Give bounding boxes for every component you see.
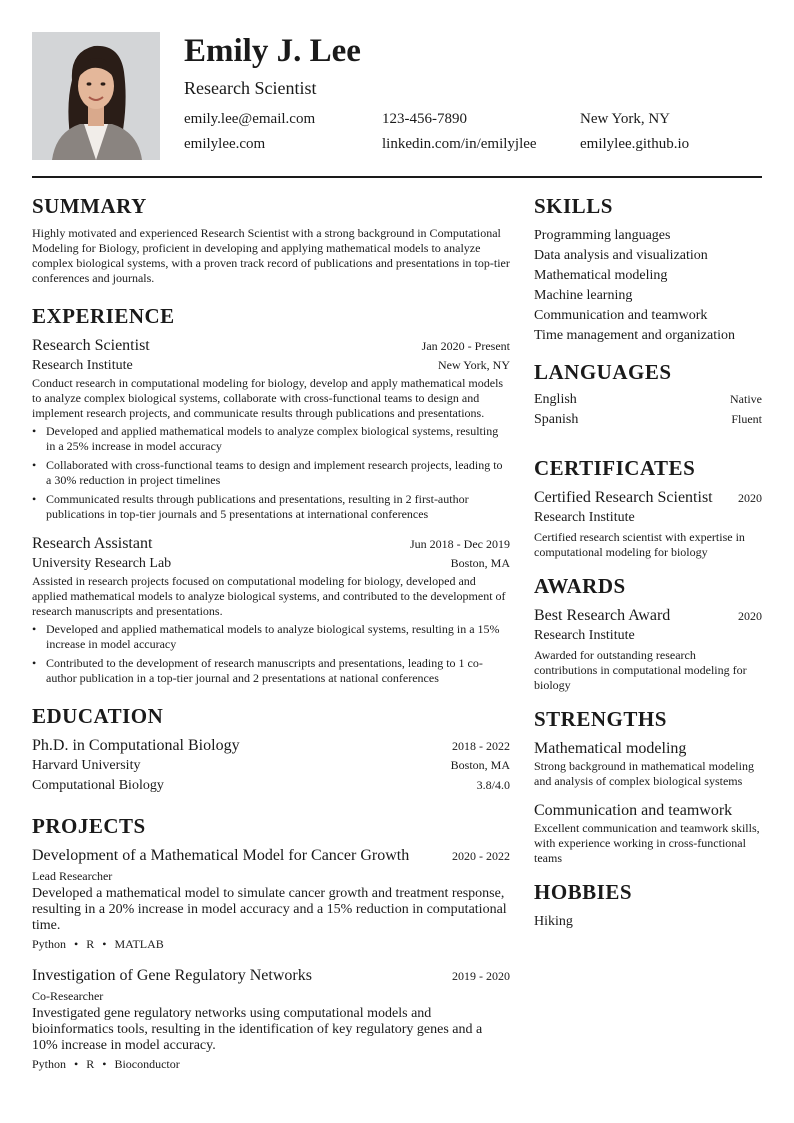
list-item (32, 458, 510, 488)
job-description: Assisted in research projects focused on computational modeling for biology, developed and applied mathematical models to analyze biological systems, and contributed to the development of research manuscripts and presentations. (32, 574, 506, 618)
job-dates: Jan 2020 - Present (421, 339, 510, 353)
experience-entry (32, 534, 510, 686)
language-name: English (534, 392, 577, 407)
project-description: Investigated gene regulatory networks using computational models and bioinformatics tools, resulting in the identification of key regulatory genes and a 10% increase in model accuracy. (32, 1006, 483, 1053)
strengths-section (534, 707, 762, 866)
job-location: New York, NY (437, 358, 510, 372)
awards-section (534, 574, 762, 693)
project-role: Lead Researcher (32, 869, 113, 883)
job-organization: Research Institute (32, 358, 133, 373)
project-role: Co-Researcher (32, 989, 104, 1003)
resume-header (32, 32, 762, 160)
awards-heading: AWARDS (534, 574, 626, 598)
certificate-description: Certified research scientist with expertise in computational modeling for biology (534, 530, 745, 559)
projects-heading: PROJECTS (32, 814, 146, 838)
skill-item: Machine learning (534, 288, 633, 303)
profile-photo (32, 32, 160, 160)
school-name: Harvard University (32, 758, 141, 773)
education-dates: 2018 - 2022 (452, 739, 510, 753)
education-section (32, 704, 510, 796)
list-item (32, 656, 510, 686)
skills-section (534, 194, 762, 346)
skills-heading: SKILLS (534, 194, 613, 218)
bullet-icon: • (32, 622, 37, 636)
project-dates: 2019 - 2020 (452, 969, 510, 983)
strength-description: Strong background in mathematical modeling and analysis of complex biological systems (534, 759, 754, 788)
job-role: Research Assistant (32, 535, 153, 552)
resume-page (32, 32, 762, 160)
hobby-item: Hiking (534, 914, 573, 929)
contact-linkedin[interactable]: linkedin.com/in/emilyjlee (382, 136, 537, 152)
award-year: 2020 (738, 609, 762, 623)
tech-tag: R (86, 1057, 95, 1071)
strength-name: Mathematical modeling (534, 740, 687, 757)
achievement-text: Communicated results through publications and presentations, resulting in 2 first-author publications in top-tier journals and 5 presentations at international conferences (46, 492, 469, 521)
achievement-text: Developed and applied mathematical models to analyze biological systems, resulting in a 15% increase in model accuracy (46, 622, 500, 651)
language-level: Fluent (731, 412, 762, 426)
achievement-text: Contributed to the development of research manuscripts and presentations, leading to 1 co-author publication in a top-tier journal and 2 presentations at national conferences (46, 656, 483, 685)
separator-dot: • (74, 937, 79, 951)
skill-item: Communication and teamwork (534, 308, 708, 323)
portrait-illustration (32, 32, 160, 160)
certificates-heading: CERTIFICATES (534, 456, 696, 480)
award-description: Awarded for outstanding research contributions in computational modeling for biology (534, 648, 747, 692)
separator-dot: • (74, 1057, 79, 1071)
summary-heading: SUMMARY (32, 194, 147, 218)
project-title: Investigation of Gene Regulatory Networks (32, 967, 312, 984)
project-dates: 2020 - 2022 (452, 849, 510, 863)
contact-location: New York, NY (580, 111, 671, 127)
experience-heading: EXPERIENCE (32, 304, 175, 328)
job-role: Research Scientist (32, 337, 150, 354)
summary-section (32, 194, 510, 286)
hobbies-heading: HOBBIES (534, 880, 633, 904)
award-issuer: Research Institute (534, 628, 635, 643)
candidate-name: Emily J. Lee (184, 33, 361, 69)
project-description: Developed a mathematical model to simulate cancer growth and treatment response, resulting in a 20% increase in model accuracy and a 15% reduction in computational time. (32, 886, 507, 933)
summary-text: Highly motivated and experienced Research Scientist with a strong background in Computational Modeling for Biology, proficient in developing and applying mathematical models to analyze complex biological systems, with a proven track record of publications and presentations in top-tier conferences and journals. (32, 226, 510, 285)
bullet-icon: • (32, 424, 37, 438)
skill-item: Mathematical modeling (534, 268, 668, 283)
achievement-text: Collaborated with cross-functional teams to design and implement research projects, leading to a 30% reduction in project timelines (46, 458, 503, 487)
job-description: Conduct research in computational modeling for biology, develop and apply mathematical models to analyze complex biological systems, collaborate with cross-functional teams to design and implement research projects, and communicate results through publications and presentations. (32, 376, 504, 420)
bullet-icon: • (32, 458, 37, 472)
contact-phone[interactable]: 123-456-7890 (382, 111, 467, 127)
right-column (534, 194, 762, 932)
list-item (32, 424, 510, 454)
language-row (534, 392, 762, 412)
job-location: Boston, MA (450, 556, 510, 570)
experience-section (32, 304, 510, 686)
job-dates: Jun 2018 - Dec 2019 (410, 537, 510, 551)
certificate-issuer: Research Institute (534, 510, 635, 525)
degree-name: Ph.D. in Computational Biology (32, 737, 240, 754)
education-heading: EDUCATION (32, 704, 164, 728)
project-title: Development of a Mathematical Model for Cancer Growth (32, 847, 410, 864)
skill-item: Data analysis and visualization (534, 248, 708, 263)
list-item (32, 492, 510, 522)
job-organization: University Research Lab (32, 556, 172, 571)
certificate-year: 2020 (738, 491, 762, 505)
achievement-text: Developed and applied mathematical models to analyze complex biological systems, resulting in a 25% increase in model accuracy (46, 424, 499, 453)
left-column (32, 194, 510, 1072)
gpa: 3.8/4.0 (476, 778, 510, 792)
experience-entry (32, 336, 510, 522)
contact-github[interactable]: emilylee.github.io (580, 136, 690, 152)
strength-description: Excellent communication and teamwork skills, with experience working in cross-functional teams (534, 821, 760, 865)
project-tech-stack (32, 936, 510, 952)
contact-email[interactable]: emily.lee@email.com (184, 111, 316, 127)
project-entry (32, 846, 510, 952)
contact-website[interactable]: emilylee.com (184, 136, 266, 152)
language-level: Native (730, 392, 762, 406)
bullet-icon: • (32, 492, 37, 506)
project-tech-stack (32, 1056, 510, 1072)
job-achievements (32, 424, 510, 522)
strength-name: Communication and teamwork (534, 802, 733, 819)
certificates-section (534, 456, 762, 560)
header-divider (32, 176, 762, 178)
strengths-heading: STRENGTHS (534, 707, 667, 731)
project-entry (32, 966, 510, 1072)
school-location: Boston, MA (450, 758, 510, 772)
certificate-name: Certified Research Scientist (534, 489, 713, 506)
separator-dot: • (102, 1057, 107, 1071)
tech-tag: MATLAB (114, 937, 164, 951)
tech-tag: Python (32, 937, 67, 951)
candidate-title: Research Scientist (184, 78, 317, 98)
job-achievements (32, 622, 510, 686)
tech-tag: Bioconductor (114, 1057, 180, 1071)
languages-heading: LANGUAGES (534, 360, 672, 384)
skill-item: Time management and organization (534, 328, 736, 343)
language-name: Spanish (534, 412, 579, 427)
projects-section (32, 814, 510, 1072)
skill-item: Programming languages (534, 228, 671, 243)
hobbies-section (534, 880, 762, 932)
tech-tag: Python (32, 1057, 67, 1071)
field-of-study: Computational Biology (32, 778, 164, 793)
separator-dot: • (102, 937, 107, 951)
award-name: Best Research Award (534, 607, 671, 624)
bullet-icon: • (32, 656, 37, 670)
language-row (534, 412, 762, 432)
list-item (32, 622, 510, 652)
tech-tag: R (86, 937, 95, 951)
languages-section (534, 360, 762, 432)
